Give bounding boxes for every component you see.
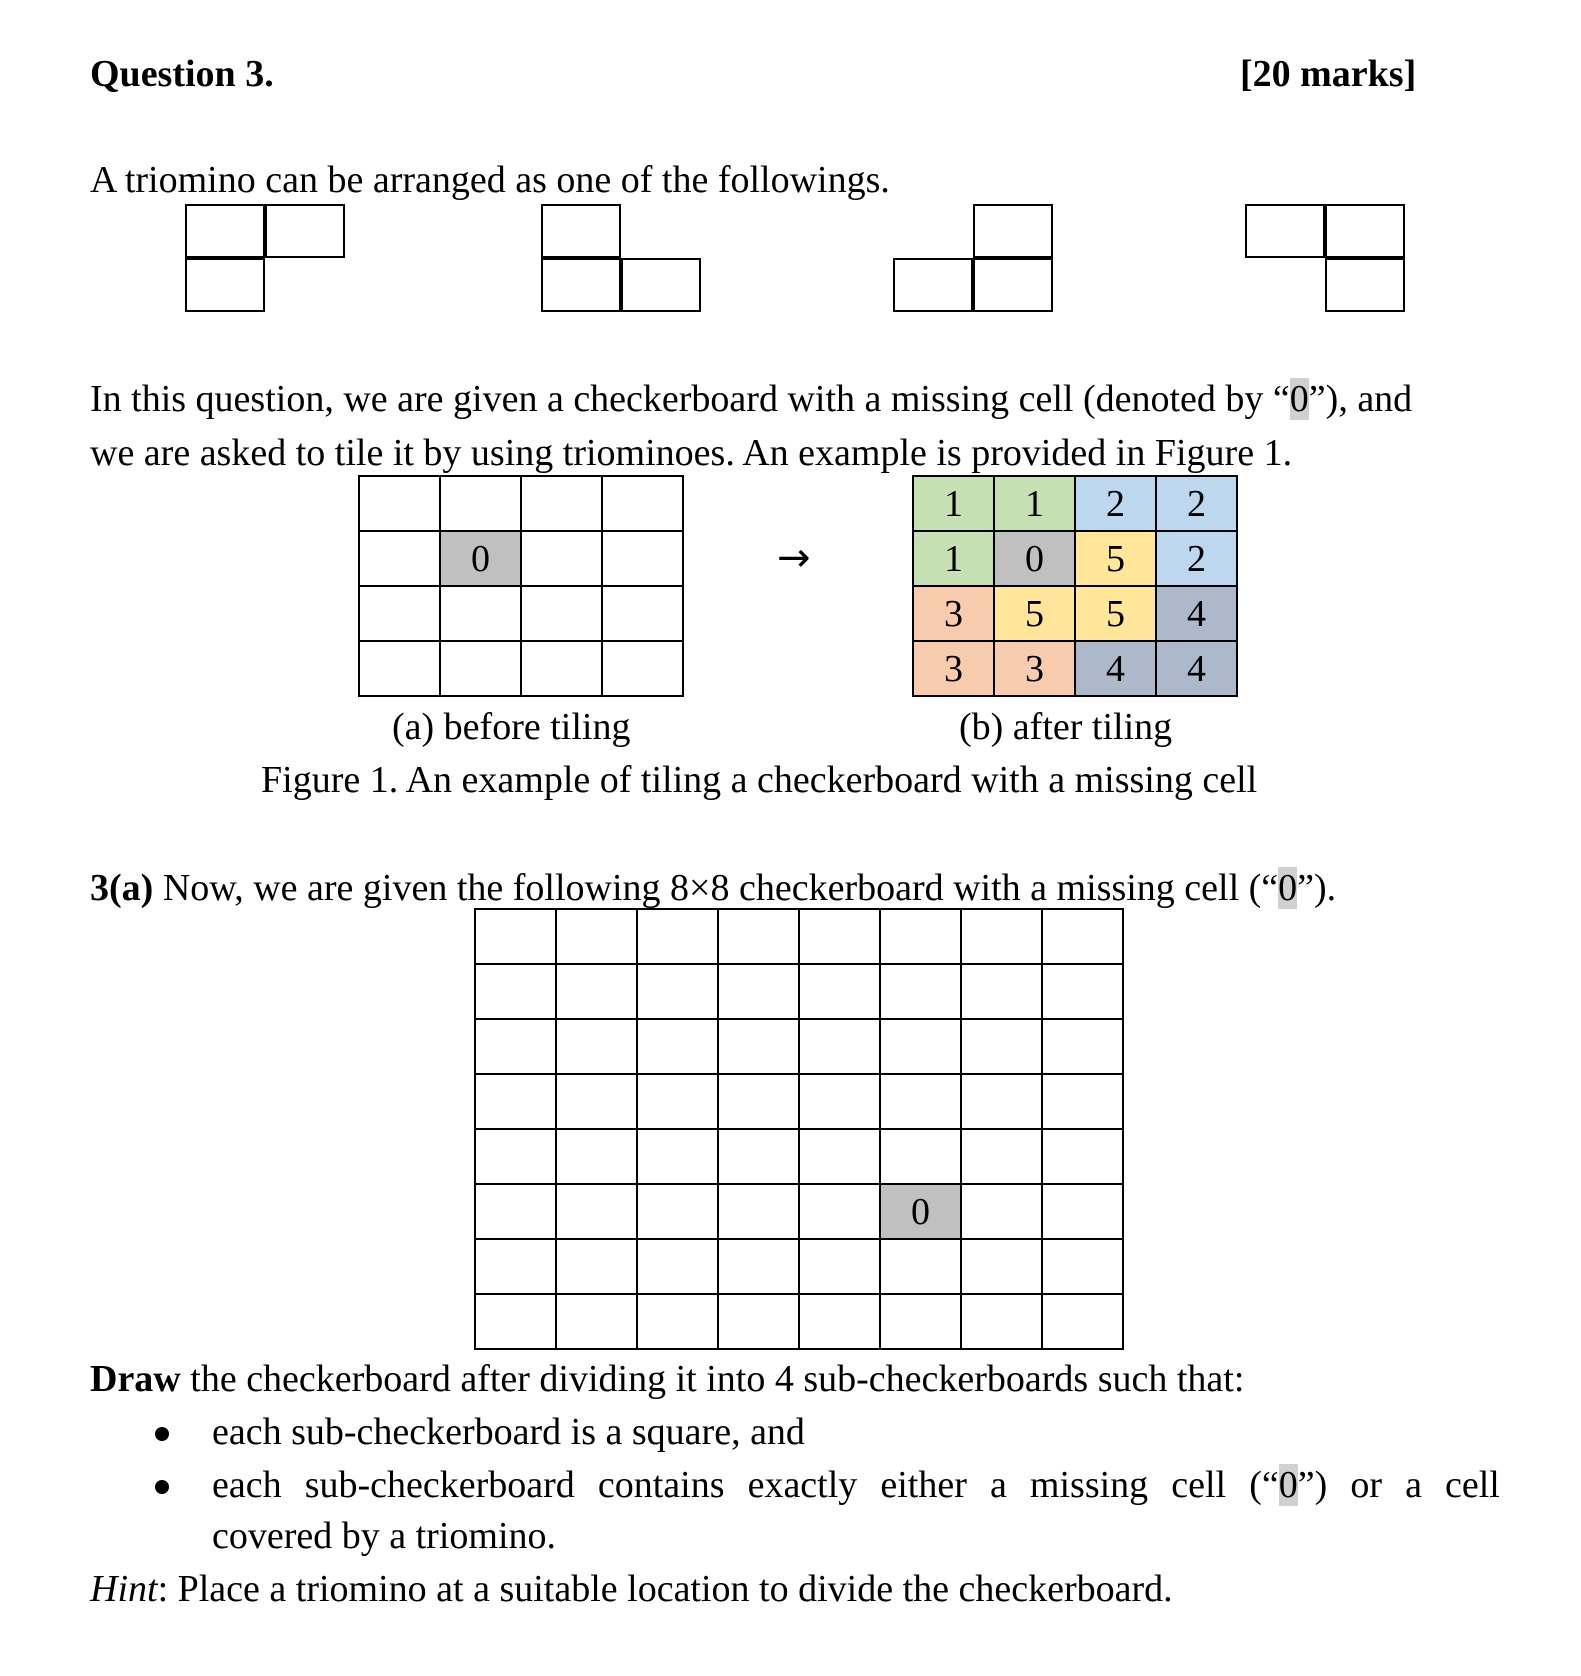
- board-cell: [556, 1129, 637, 1184]
- grid-cell: [359, 476, 440, 531]
- board-cell: [637, 1074, 718, 1129]
- board-cell: [718, 1019, 799, 1074]
- grid-cell: [602, 531, 683, 586]
- grid-cell: [440, 586, 521, 641]
- board-cell: [475, 964, 556, 1019]
- tiled-cell: 4: [1156, 641, 1237, 696]
- board-cell: [556, 1074, 637, 1129]
- board-cell: [880, 1294, 961, 1349]
- board-cell: [799, 909, 880, 964]
- board-cell: [1042, 909, 1123, 964]
- board-cell: [475, 1184, 556, 1239]
- before-caption: (a) before tiling: [392, 706, 631, 748]
- board-cell: [961, 1019, 1042, 1074]
- tiled-cell: 3: [994, 641, 1075, 696]
- board-cell: [1042, 1239, 1123, 1294]
- grid-cell: [521, 531, 602, 586]
- board-cell: [556, 909, 637, 964]
- hint-text: Hint: Place a triomino at a suitable location to divide the checkerboard.: [90, 1568, 1173, 1610]
- board-cell: [637, 1019, 718, 1074]
- board-cell: [961, 909, 1042, 964]
- board-cell: [880, 1074, 961, 1129]
- missing-cell-highlight: 0: [1278, 867, 1298, 909]
- tiled-cell: 5: [1075, 586, 1156, 641]
- grid-cell: [521, 641, 602, 696]
- board-cell: [1042, 1074, 1123, 1129]
- grid-cell: [521, 476, 602, 531]
- draw-instruction: Draw the checkerboard after dividing it into 4 sub-checkerboards such that:: [90, 1358, 1245, 1400]
- board-cell: [799, 1239, 880, 1294]
- board-cell: [718, 909, 799, 964]
- board-cell: [556, 1184, 637, 1239]
- board-cell: [961, 1239, 1042, 1294]
- board-cell: [475, 909, 556, 964]
- board-cell: [1042, 1129, 1123, 1184]
- board-cell: [799, 1019, 880, 1074]
- tiled-cell: 5: [1075, 531, 1156, 586]
- grid-cell: [440, 641, 521, 696]
- board-cell: [556, 1294, 637, 1349]
- board-cell: [718, 1184, 799, 1239]
- board-cell: [880, 1239, 961, 1294]
- missing-cell: 0: [440, 531, 521, 586]
- board-cell: [637, 909, 718, 964]
- board-cell: [718, 964, 799, 1019]
- tiled-cell: 5: [994, 586, 1075, 641]
- board-cell: [799, 1294, 880, 1349]
- board-cell: [961, 1129, 1042, 1184]
- missing-cell-highlight: 0: [1278, 1464, 1298, 1506]
- marks-label: [20 marks]: [1240, 53, 1417, 95]
- bullet-item-1: each sub-checkerboard is a square, and: [212, 1411, 805, 1453]
- tiled-cell: 1: [994, 476, 1075, 531]
- before-tiling-grid: [358, 475, 684, 697]
- description-line-2: we are asked to tile it by using triominoes. An example is provided in Figure 1.: [90, 432, 1293, 474]
- board-cell: [637, 964, 718, 1019]
- board-cell: [799, 1184, 880, 1239]
- grid-cell: [359, 641, 440, 696]
- after-caption: (b) after tiling: [959, 706, 1173, 748]
- tiled-cell: 3: [913, 586, 994, 641]
- bullet-icon: [155, 1427, 169, 1441]
- missing-cell: 0: [880, 1184, 961, 1239]
- tiled-cell: 1: [913, 531, 994, 586]
- figure-caption: Figure 1. An example of tiling a checkerboard with a missing cell: [261, 759, 1258, 801]
- board-cell: [880, 1019, 961, 1074]
- grid-cell: [440, 476, 521, 531]
- grid-cell: [359, 531, 440, 586]
- tiled-cell: 1: [913, 476, 994, 531]
- tiled-cell: 2: [1156, 531, 1237, 586]
- board-cell: [637, 1129, 718, 1184]
- tiled-cell: 2: [1156, 476, 1237, 531]
- part-a-prompt: 3(a) Now, we are given the following 8×8 checkerboard with a missing cell (“0”).: [90, 867, 1337, 909]
- board-cell: [718, 1294, 799, 1349]
- board-cell: [1042, 1184, 1123, 1239]
- board-cell: [799, 1129, 880, 1184]
- question-title: Question 3.: [90, 53, 274, 95]
- board-cell: [880, 964, 961, 1019]
- checkerboard-8x8: [474, 908, 1124, 1350]
- grid-cell: [602, 476, 683, 531]
- arrow-icon: →: [777, 535, 811, 581]
- tiled-cell: 2: [1075, 476, 1156, 531]
- description-line-1: In this question, we are given a checkerboard with a missing cell (denoted by “0”), and: [90, 378, 1413, 420]
- board-cell: [475, 1129, 556, 1184]
- board-cell: [637, 1239, 718, 1294]
- tiled-cell: 4: [1156, 586, 1237, 641]
- board-cell: [880, 909, 961, 964]
- bullet-item-2-line-1: [212, 1466, 1500, 1504]
- board-cell: [556, 964, 637, 1019]
- board-cell: [475, 1074, 556, 1129]
- board-cell: [961, 1074, 1042, 1129]
- triomino-intro-text: A triomino can be arranged as one of the followings.: [90, 159, 890, 201]
- board-cell: [1042, 1294, 1123, 1349]
- bullet-2-words: each sub-checkerboard contains exactly either a missing cell (“0”) or a cell: [212, 1464, 1500, 1506]
- grid-cell: [359, 586, 440, 641]
- board-cell: [961, 964, 1042, 1019]
- board-cell: [475, 1019, 556, 1074]
- tiled-cell: 4: [1075, 641, 1156, 696]
- board-cell: [556, 1239, 637, 1294]
- grid-cell: [602, 586, 683, 641]
- bullet-icon: [155, 1480, 169, 1494]
- board-cell: [475, 1294, 556, 1349]
- board-cell: [556, 1019, 637, 1074]
- after-tiling-grid: [912, 475, 1238, 697]
- board-cell: [961, 1294, 1042, 1349]
- board-cell: [637, 1294, 718, 1349]
- tiled-cell: 3: [913, 641, 994, 696]
- board-cell: [718, 1129, 799, 1184]
- board-cell: [1042, 964, 1123, 1019]
- missing-cell: 0: [994, 531, 1075, 586]
- part-a-label: 3(a): [90, 867, 154, 909]
- board-cell: [961, 1184, 1042, 1239]
- board-cell: [718, 1074, 799, 1129]
- board-cell: [475, 1239, 556, 1294]
- board-cell: [799, 964, 880, 1019]
- bullet-item-2-line-2: covered by a triomino.: [212, 1515, 557, 1557]
- board-cell: [1042, 1019, 1123, 1074]
- grid-cell: [602, 641, 683, 696]
- board-cell: [799, 1074, 880, 1129]
- board-cell: [637, 1184, 718, 1239]
- board-cell: [880, 1129, 961, 1184]
- board-cell: [718, 1239, 799, 1294]
- grid-cell: [521, 586, 602, 641]
- missing-cell-highlight: 0: [1289, 378, 1309, 420]
